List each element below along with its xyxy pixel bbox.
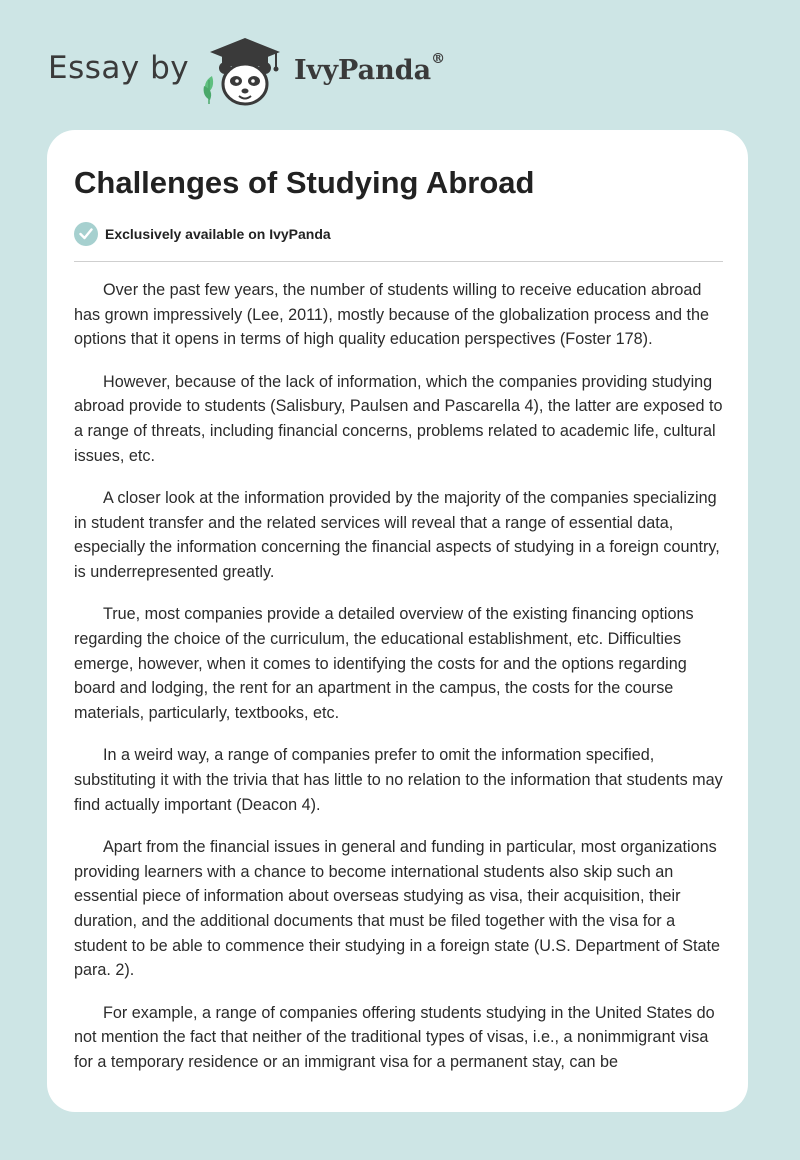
paragraph: True, most companies provide a detailed overview of the existing financing options regarding the choice of the curriculum, the educational establishment, etc. Difficulties emerge, however, when it comes to identifying the costs for and the options regarding board and lodging, the rent for an apartment in the campus, the costs for the course materials, particularly, textbooks, etc. [74,605,694,723]
check-circle-icon [74,222,98,246]
divider [74,261,723,262]
paragraph: Over the past few years, the number of students willing to receive education abroad has grown impressively (Lee, 2011), mostly because of the globalization process and the options that it opens in terms of high quality education perspectives (Foster 178). [74,281,709,349]
brand-prefix: Essay by [48,50,190,86]
badge-text: Exclusively available on IvyPanda [105,226,331,242]
exclusive-badge [74,222,331,246]
paragraph: In a weird way, a range of companies prefer to omit the information specified, substituting it with the trivia that has little to no relation to the information that students may find actually important (Deacon 4). [74,746,723,814]
paragraph: For example, a range of companies offering students studying in the United States do not mention the fact that neither of the traditional types of visas, i.e., a nonimmigrant visa for a temporary residence or an immigrant visa for a permanent stay, can be [74,1003,715,1071]
essay-body [74,278,726,1092]
registered-mark: ® [431,51,446,67]
panda-graduate-icon[interactable] [200,36,290,108]
site-header [48,30,748,110]
paragraph: A closer look at the information provided by the majority of the companies specializing in student transfer and the related services will reveal that a range of essential data, especially the information concerning the financial aspects of studying in a foreign country, is underrepresented greatly. [74,488,720,582]
brand-name[interactable]: IvyPanda® [294,51,446,86]
essay-card [47,130,748,1112]
page-title: Challenges of Studying Abroad [74,165,535,200]
paragraph: Apart from the financial issues in general and funding in particular, most organizations providing learners with a chance to become international students also skip such an essential piece of information about overseas studying as visa, their acquisition, their duration, and the additional documents that must be filed together with the visa for a student to be able to commence their studying in a foreign state (U.S. Department of State para. 2). [74,837,721,980]
paragraph: However, because of the lack of information, which the companies providing studying abroad provide to students (Salisbury, Paulsen and Pascarella 4), the latter are exposed to a range of threats, including financial concerns, problems related to academic life, cultural issues, etc. [74,372,723,465]
